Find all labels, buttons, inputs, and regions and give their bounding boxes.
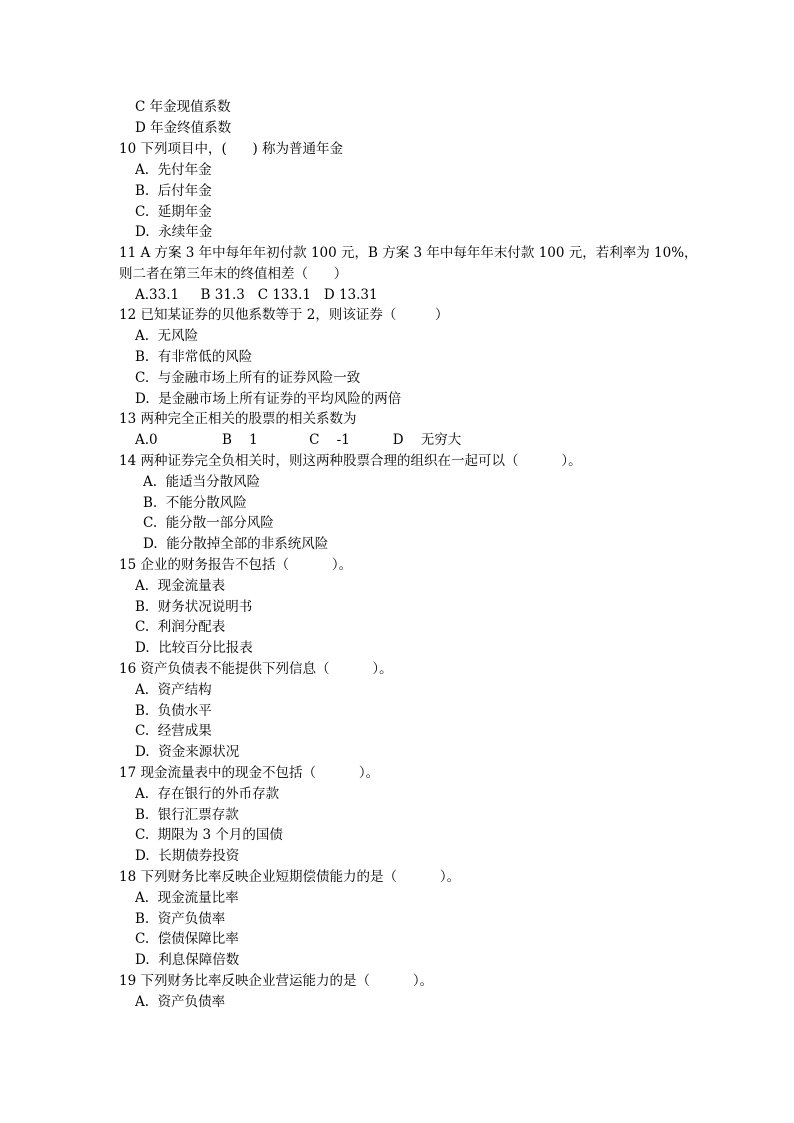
- question-14: 14 两种证券完全负相关时，则这两种股票合理的组织在一起可以（ ）。: [119, 453, 582, 469]
- option-d: D. 是金融市场上所有证券的平均风险的两倍: [135, 391, 402, 407]
- option-a: A. 资产结构: [135, 682, 212, 698]
- option-c: C. 与金融市场上所有的证券风险一致: [135, 370, 361, 386]
- question-11: 11 A 方案 3 年中每年年初付款 100 元，B 方案 3 年中每年年末付款 100 元，若利率为 10%，: [119, 245, 698, 261]
- option-c: C. 经营成果: [135, 723, 212, 739]
- option-a: A. 现金流量比率: [135, 890, 239, 906]
- question-19: 19 下列财务比率反映企业营运能力的是（ ）。: [119, 973, 434, 989]
- option-c: C. 能分散一部分风险: [143, 515, 274, 531]
- option-c: C. 期限为 3 个月的国债: [135, 827, 283, 843]
- option-a: A. 先付年金: [135, 162, 212, 178]
- option-a: A. 存在银行的外币存款: [135, 786, 280, 802]
- question-12: 12 已知某证券的贝他系数等于 2，则该证券（ ）: [119, 307, 449, 323]
- option-c: C. 偿债保障比率: [135, 931, 239, 947]
- option-c: C. 利润分配表: [135, 619, 226, 635]
- option-b: B. 银行汇票存款: [135, 807, 239, 823]
- option-a: A. 能适当分散风险: [143, 474, 261, 490]
- option-d: D. 永续年金: [135, 224, 213, 240]
- question-11-continued: 则二者在第三年末的终值相差（ ）: [119, 266, 348, 282]
- question-15: 15 企业的财务报告不包括（ ）。: [119, 557, 353, 573]
- option-d: D. 能分散掉全部的非系统风险: [143, 536, 329, 552]
- options-inline: A.0 B 1 C -1 D 无穷大: [135, 432, 462, 448]
- question-18: 18 下列财务比率反映企业短期偿债能力的是（ ）。: [119, 869, 461, 885]
- option-b: B. 不能分散风险: [143, 495, 247, 511]
- option-d: D. 资金来源状况: [135, 744, 240, 760]
- option-b: B. 负债水平: [135, 703, 212, 719]
- option-a: A. 现金流量表: [135, 578, 226, 594]
- question-17: 17 现金流量表中的现金不包括（ ）。: [119, 765, 380, 781]
- option-b: B. 资产负债率: [135, 911, 226, 927]
- question-13: 13 两种完全正相关的股票的相关系数为: [119, 411, 357, 427]
- option-b: B. 有非常低的风险: [135, 349, 253, 365]
- option-d: D 年金终值系数: [135, 120, 232, 136]
- option-b: B. 财务状况说明书: [135, 599, 253, 615]
- option-d: D. 利息保障倍数: [135, 952, 240, 968]
- option-a: A. 资产负债率: [135, 994, 226, 1010]
- option-d: D. 比较百分比报表: [135, 640, 253, 656]
- option-c: C. 延期年金: [135, 204, 212, 220]
- question-10: 10 下列项目中，( ) 称为普通年金: [119, 141, 344, 157]
- option-b: B. 后付年金: [135, 183, 212, 199]
- option-c: C 年金现值系数: [135, 99, 231, 115]
- question-16: 16 资产负债表不能提供下列信息（ ）。: [119, 661, 393, 677]
- option-a: A. 无风险: [135, 328, 199, 344]
- options-inline: A.33.1 B 31.3 C 133.1 D 13.31: [135, 287, 378, 303]
- option-d: D. 长期债券投资: [135, 848, 240, 864]
